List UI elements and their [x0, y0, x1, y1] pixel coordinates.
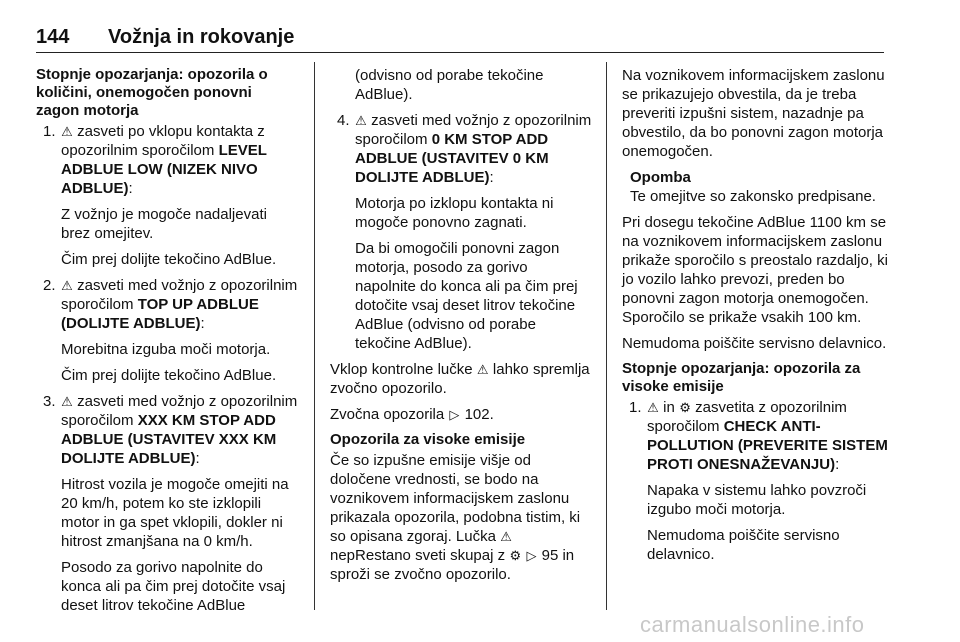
adblue-warning-lamp-icon: ⚠	[61, 278, 73, 293]
column-3	[622, 66, 890, 571]
item-detail: Hitrost vozila je mogoče omejiti na 20 km/h, potem ko ste izklopili motor in ga spet vklopili, dokler ni hitrost zmanjšana na 0 km/h.	[61, 476, 289, 550]
text: lahko spremlja zvočno opozorilo.	[330, 361, 590, 397]
adblue-warning-lamp-icon: ⚠	[476, 362, 489, 377]
column-divider	[314, 62, 315, 610]
item-detail: Motorja po izklopu kontakta ni mogoče ponovno zagnati.	[355, 195, 554, 231]
item-text: zasveti med vožnjo z opozorilnim sporočilom	[61, 393, 298, 429]
column-1	[36, 66, 298, 622]
page-reference[interactable]: 95 in sproži se zvočno opozorilo.	[330, 547, 575, 583]
item-punct: :	[835, 456, 840, 473]
item-detail: Čim prej dolijte tekočino AdBlue.	[61, 251, 277, 268]
item-text: zasveti med vožnjo z opozorilnim sporočilom	[61, 277, 298, 313]
page-reference-arrow-icon[interactable]: ▷	[449, 407, 460, 422]
item-text: zasvetita z opozorilnim sporočilom	[647, 399, 847, 435]
message-text: XXX KM STOP ADD ADBLUE (USTAVITEV XXX KM DOLIJTE ADBLUE)	[61, 412, 277, 467]
section-heading: Opozorila za visoke emisije	[330, 431, 526, 448]
item-detail: Nemudoma poiščite servisno delavnico.	[647, 527, 840, 563]
item-detail: Čim prej dolijte tekočino AdBlue.	[61, 367, 277, 384]
adblue-warning-lamp-icon: ⚠	[500, 529, 512, 544]
note-text: Te omejitve so zakonsko predpisane.	[630, 188, 876, 205]
adblue-warning-lamp-icon: ⚠	[355, 113, 367, 128]
message-text: 0 KM STOP ADD ADBLUE (USTAVITEV 0 KM DOLIJTE ADBLUE)	[355, 131, 549, 186]
paragraph: Nemudoma poiščite servisno delavnico.	[622, 335, 887, 352]
item-number: 3.	[43, 393, 56, 410]
engine-check-lamp-icon: ⚙	[509, 548, 522, 563]
item-punct: :	[489, 169, 494, 186]
text: nepRestano sveti skupaj z	[330, 547, 510, 564]
list-item	[622, 398, 890, 474]
item-punct: :	[200, 315, 205, 332]
adblue-warning-lamp-icon: ⚠	[61, 124, 73, 139]
column-divider	[606, 62, 607, 610]
text: Vklop kontrolne lučke	[330, 361, 477, 378]
item-punct: :	[128, 180, 133, 197]
list-item	[330, 111, 592, 187]
item-text: zasveti med vožnjo z opozorilnim sporočilom	[355, 112, 592, 148]
item-number: 1.	[629, 399, 642, 416]
message-text: TOP UP ADBLUE (DOLIJTE ADBLUE)	[61, 296, 259, 332]
item-number: 2.	[43, 277, 56, 294]
section-heading: Stopnje opozarjanja: opozorila o količini, onemogočen ponovni zagon motorja	[36, 66, 268, 119]
item-number: 1.	[43, 123, 56, 140]
adblue-warning-lamp-icon: ⚠	[647, 400, 659, 415]
note-box	[622, 168, 890, 206]
list-item	[36, 122, 298, 198]
item-text: zasveti po vklopu kontakta z opozorilnim sporočilom	[61, 123, 265, 159]
paragraph: Pri dosegu tekočine AdBlue 1100 km se na voznikovem informacijskem zaslonu prikaže sporočilo s preostalo razdaljo, ki jo vozilo lahko prevozi, preden bo ponovni zagon motorja onemogočen. Sporočilo se prikaže vsakih 100 km.	[622, 214, 888, 326]
paragraph	[330, 451, 592, 584]
message-text: CHECK ANTI-POLLUTION (PREVERITE SISTEM PROTI ONESNAŽEVANJU)	[647, 418, 888, 473]
page-reference-arrow-icon[interactable]: ▷	[526, 548, 537, 563]
page-reference[interactable]: 102.	[460, 406, 494, 423]
item-detail: Morebitna izguba moči motorja.	[61, 341, 271, 358]
adblue-warning-lamp-icon: ⚠	[61, 394, 73, 409]
item-detail: Posodo za gorivo napolnite do konca ali pa čim prej dotočite vsaj deset litrov tekočine AdBlue	[61, 559, 286, 614]
section-heading: Stopnje opozarjanja: opozorila za visoke emisije	[622, 360, 861, 395]
text: Če so izpušne emisije višje od določene vrednosti, se bodo na voznikovem informacijskem zaslonu prikazala opozorila, podobna tistim, ki so opisana zgoraj. Lučka	[330, 452, 581, 545]
item-number: 4.	[337, 112, 350, 129]
text: Zvočna opozorila	[330, 406, 449, 423]
paragraph	[330, 405, 592, 424]
list-item	[36, 392, 298, 468]
item-detail: Da bi omogočili ponovni zagon motorja, posodo za gorivo napolnite do konca ali pa čim prej dotočite vsaj deset litrov tekočine AdBlue (odvisno od porabe tekočine AdBlue).	[355, 240, 578, 352]
watermark: carmanualsonline.info	[640, 612, 865, 637]
page-number: 144	[36, 26, 70, 48]
item-punct: :	[195, 450, 200, 467]
paragraph: Na voznikovem informacijskem zaslonu se prikazujejo obvestila, da je treba preveriti izpušni sistem, nazadnje pa obvestilo, da bo ponovni zagon motorja onemogočen.	[622, 67, 885, 160]
engine-check-lamp-icon: ⚙	[679, 400, 691, 415]
page-title: Vožnja in rokovanje	[108, 26, 295, 48]
item-text: in	[659, 399, 680, 416]
item-detail: (odvisno od porabe tekočine AdBlue).	[355, 67, 544, 103]
page-header	[36, 22, 884, 53]
message-text: LEVEL ADBLUE LOW (NIZEK NIVO ADBLUE)	[61, 142, 267, 197]
list-item	[36, 276, 298, 333]
paragraph	[330, 360, 592, 398]
item-detail: Napaka v sistemu lahko povzroči izgubo moči motorja.	[647, 482, 867, 518]
item-detail: Z vožnjo je mogoče nadaljevati brez omejitev.	[61, 206, 267, 242]
column-2	[330, 66, 592, 591]
note-title: Opomba	[630, 169, 691, 186]
